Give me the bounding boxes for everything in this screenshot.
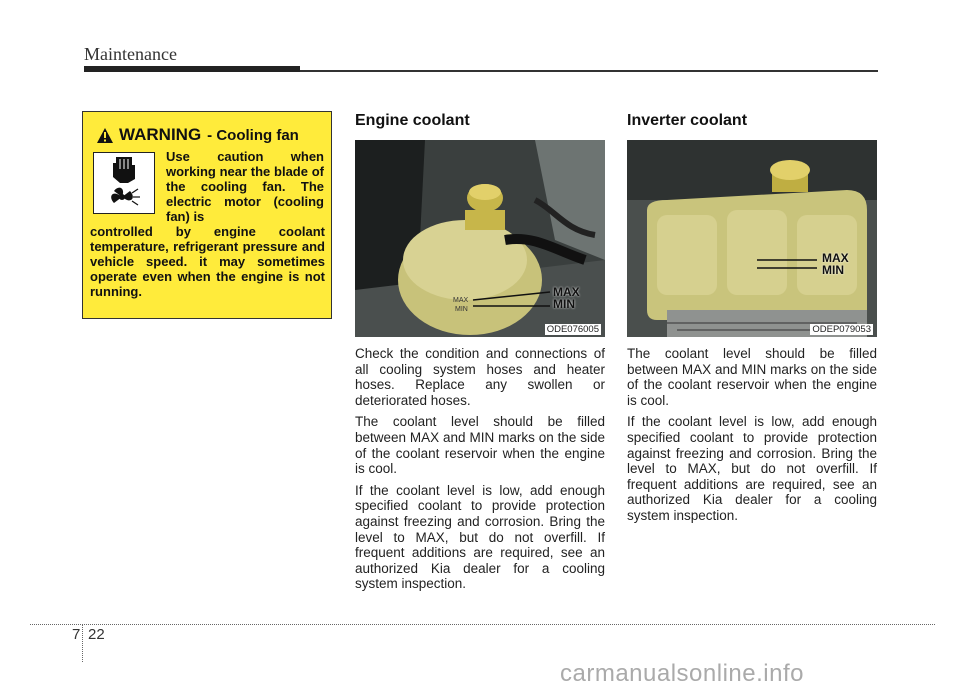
engine-paragraph-3: If the coolant level is low, add enough specified coolant to provide protection against freezing and corrosion. Bring the level to MAX, but do not overfill. If frequent additions are required, see an authorized Kia dealer for a cooling system inspection.: [355, 482, 605, 592]
inverter-reservoir-illustration: [627, 140, 877, 337]
inverter-max-label: MAX: [822, 251, 849, 265]
engine-coolant-title: Engine coolant: [355, 112, 470, 129]
engine-max-label: MAX: [553, 285, 580, 299]
footer-divider: [82, 624, 84, 662]
header-rule-thin: [300, 70, 878, 72]
warning-text-long: controlled by engine coolant temperature, refrigerant pressure and vehicle speed. it may sometimes operate even when the engine is not running.: [90, 224, 325, 299]
inverter-coolant-text: [627, 346, 877, 530]
inverter-paragraph-1: The coolant level should be filled between MAX and MIN marks on the side of the coolant reservoir when the engine is cool.: [627, 346, 877, 408]
inverter-paragraph-2: If the coolant level is low, add enough specified coolant to provide protection against freezing and corrosion. Bring the level to MAX, but do not overfill. If frequent additions are required, see an authorized Kia dealer for a cooling system inspection.: [627, 414, 877, 523]
header-rule-thick: [84, 66, 300, 72]
engine-paragraph-1: Check the condition and connections of all cooling system hoses and heater hoses. Replace any swollen or deteriorated hoses.: [355, 346, 605, 408]
engine-paragraph-2: The coolant level should be filled between MAX and MIN marks on the side of the coolant reservoir when the engine is cool.: [355, 414, 605, 477]
warning-label: WARNING: [119, 125, 202, 144]
engine-coolant-reservoir-image: [355, 140, 605, 337]
chapter-number: 7: [72, 626, 81, 643]
warning-subtitle: - Cooling fan: [207, 126, 299, 144]
inverter-coolant-title: Inverter coolant: [627, 112, 748, 129]
engine-coolant-text: [355, 346, 605, 598]
warning-triangle-icon: [97, 128, 113, 143]
svg-text:MIN: MIN: [455, 306, 468, 313]
inverter-image-code: ODEP079053: [812, 324, 871, 335]
warning-title: [97, 125, 299, 145]
engine-min-label: MIN: [553, 297, 575, 311]
watermark: carmanualsonline.info: [560, 660, 804, 687]
page-section-title: Maintenance: [84, 44, 177, 64]
engine-image-code: ODE076005: [546, 324, 599, 335]
footer-rule: [30, 624, 935, 625]
warning-box: [82, 111, 332, 319]
warning-text-short: Use caution when working near the blade of the cooling fan. The electric motor (cooling fan) is: [166, 149, 324, 224]
svg-text:MAX: MAX: [453, 297, 469, 304]
fan-hazard-icon: [93, 152, 155, 214]
inverter-min-label: MIN: [822, 263, 844, 277]
inverter-coolant-reservoir-image: [627, 140, 877, 337]
page-number: 22: [88, 626, 105, 643]
